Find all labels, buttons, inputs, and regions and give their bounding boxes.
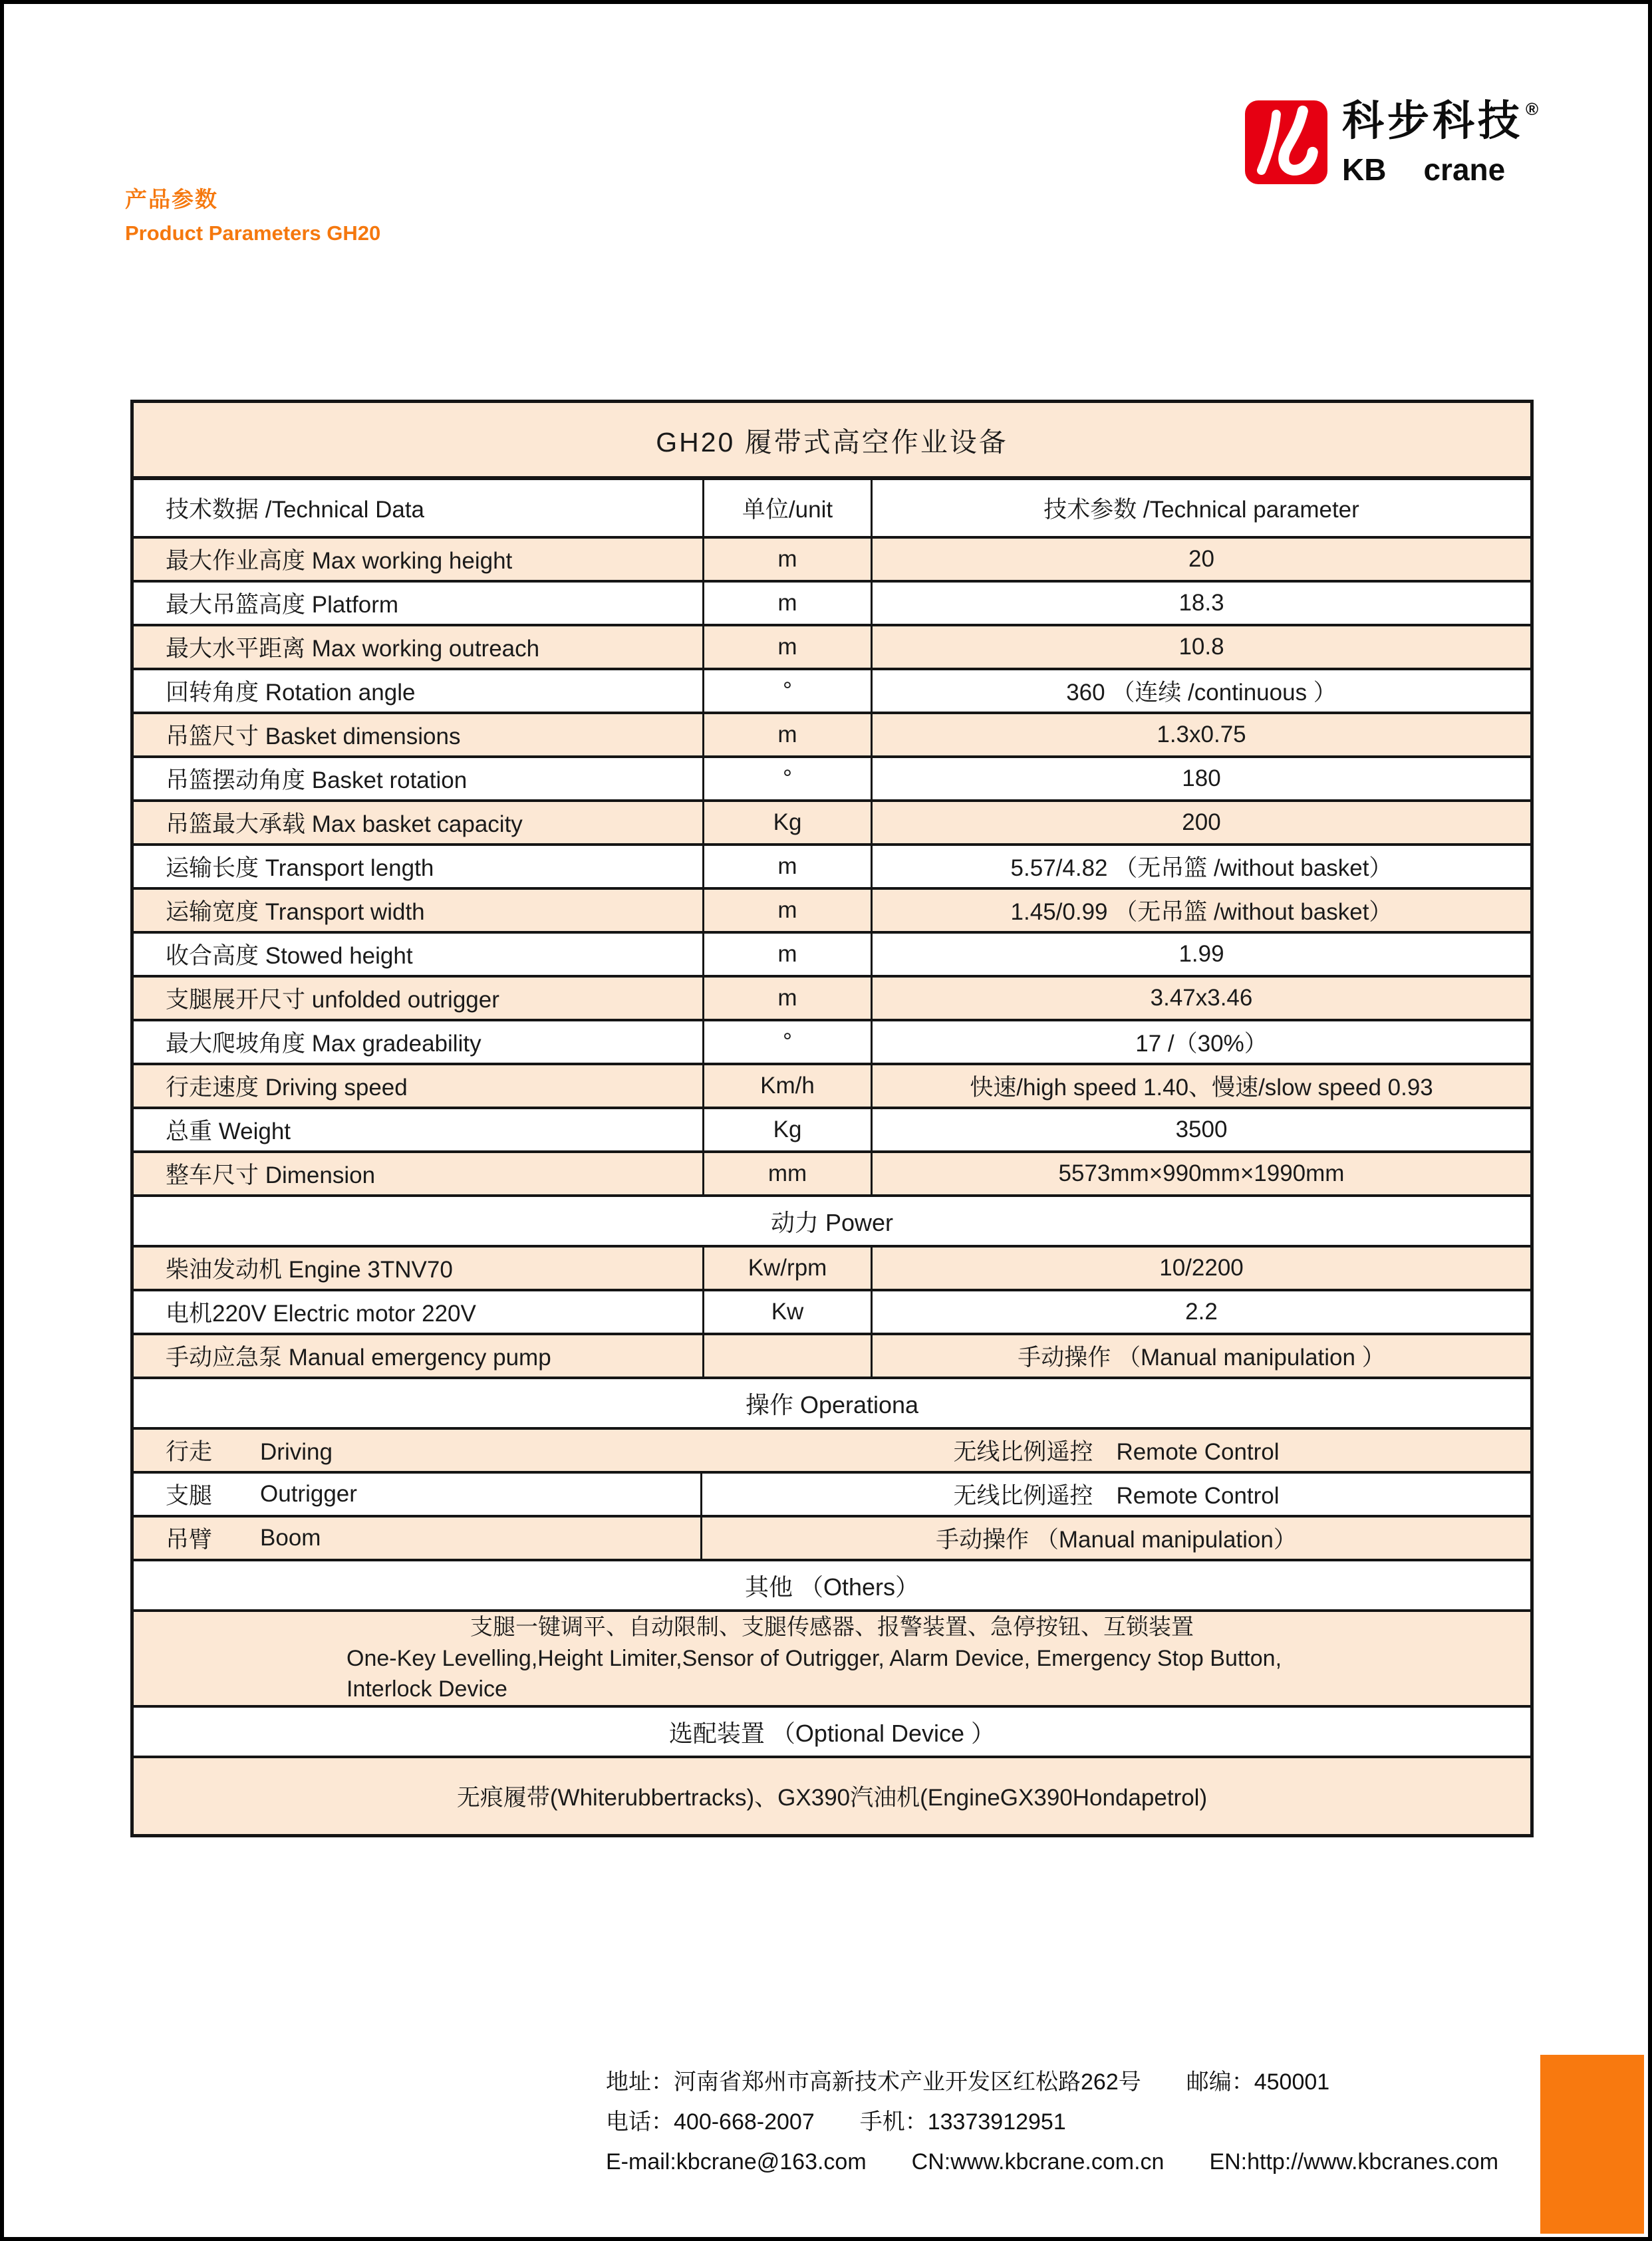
table-header-row xyxy=(134,480,1530,539)
table-row xyxy=(134,714,1530,758)
spec-value-cell: 20 xyxy=(1188,546,1214,572)
registered-mark-icon: ® xyxy=(1526,99,1542,119)
table-row xyxy=(134,1021,1530,1065)
section-title-text: 其他 （Others） xyxy=(744,1573,920,1601)
spec-unit-cell xyxy=(702,1335,873,1377)
spec-label-cell: 回转角度 Rotation angle xyxy=(166,680,416,706)
spec-value-cell: 180 xyxy=(1182,765,1221,791)
spec-value-cell: 10/2200 xyxy=(1159,1255,1244,1281)
spec-value-cell: 17 /（30%） xyxy=(1135,1031,1268,1057)
spec-unit-cell: Kg xyxy=(702,802,873,843)
spec-unit-cell: ° xyxy=(702,758,873,799)
table-block-row xyxy=(134,1758,1530,1834)
spec-unit-cell: m xyxy=(702,890,873,931)
spec-value-cell: 5573mm×990mm×1990mm xyxy=(1058,1160,1345,1186)
spec-unit-cell: m xyxy=(702,934,873,975)
spec-label-cn: 支腿 xyxy=(166,1483,213,1509)
spec-value-cell: 快速/high speed 1.40、慢速/slow speed 0.93 xyxy=(970,1075,1433,1101)
spec-label-cell: 电机220V Electric motor 220V xyxy=(166,1301,476,1327)
spec-value-cell: 3.47x3.46 xyxy=(1150,985,1253,1011)
table-row xyxy=(134,670,1530,714)
table-row xyxy=(134,1517,1530,1561)
spec-label-cell: 最大水平距离 Max working outreach xyxy=(166,636,540,662)
table-row xyxy=(134,583,1530,626)
table-row xyxy=(134,1248,1530,1291)
table-section-row xyxy=(134,1379,1530,1430)
page-heading xyxy=(125,182,380,245)
kb-crane-logo xyxy=(1245,100,1542,188)
spec-unit-cell: m xyxy=(702,846,873,887)
spec-label-en: Outrigger xyxy=(260,1481,357,1507)
spec-unit-cell: Kw/rpm xyxy=(702,1248,873,1289)
spec-label-cell: 整车尺寸 Dimension xyxy=(166,1162,376,1188)
logo-name-cn xyxy=(1342,100,1542,142)
table-row xyxy=(134,1430,1530,1474)
logo-name-en-kb: KB xyxy=(1342,152,1387,187)
spec-value-cell: 5.57/4.82 （无吊篮 /without basket） xyxy=(1010,855,1393,881)
table-row xyxy=(134,890,1530,934)
logo-name-cn-text: 科步科技 xyxy=(1342,98,1523,144)
spec-table xyxy=(130,400,1534,1837)
kb-logo-glyph-icon xyxy=(1245,100,1327,184)
table-title-text: GH20 履带式高空作业设备 xyxy=(656,426,1008,458)
spec-label-cell: 吊篮尺寸 Basket dimensions xyxy=(166,724,461,749)
spec-label-cell: 总重 Weight xyxy=(166,1119,291,1144)
section-title-text: 选配装置 （Optional Device ） xyxy=(668,1719,996,1747)
spec-label-en: Driving xyxy=(260,1439,333,1465)
page-heading-en: Product Parameters GH20 xyxy=(125,221,381,245)
footer-phone: 电话：400-668-2007 手机：13373912951 xyxy=(606,2109,1066,2135)
spec-unit-cell: m xyxy=(702,539,873,580)
spec-label-cn: 行走 xyxy=(166,1439,213,1465)
spec-value-cell: 无线比例遥控 Remote Control xyxy=(953,1483,1280,1509)
spec-label-cell: 吊篮最大承载 Max basket capacity xyxy=(166,811,523,837)
spec-unit-cell: m xyxy=(702,978,873,1019)
table-section-row xyxy=(134,1197,1530,1248)
features-en: One-Key Levelling,Height Limiter,Sensor of Outrigger, Alarm Device, Emergency Stop Button, Interlock Device xyxy=(346,1645,1282,1702)
spec-label-cell xyxy=(134,1517,702,1559)
spec-value-cell: 200 xyxy=(1182,809,1221,835)
table-section-row xyxy=(134,1708,1530,1758)
table-row xyxy=(134,802,1530,846)
table-block-row xyxy=(134,1612,1530,1708)
spec-unit-cell: mm xyxy=(702,1153,873,1194)
spec-label-cell xyxy=(134,1474,702,1515)
spec-unit-cell: Kg xyxy=(702,1109,873,1150)
kb-logo-mark-icon xyxy=(1245,100,1327,184)
table-row xyxy=(134,758,1530,802)
section-title-text: 操作 Operationa xyxy=(745,1390,919,1418)
logo-name-en xyxy=(1342,152,1542,188)
spec-value-cell: 1.3x0.75 xyxy=(1157,722,1246,747)
spec-label-cell: 运输宽度 Transport width xyxy=(166,899,425,925)
footer-address: 地址：河南省郑州市高新技术产业开发区红松路262号 邮编：450001 xyxy=(606,2069,1330,2095)
optional-devices-text: 无痕履带(Whiterubbertracks)、GX390汽油机(EngineGX390Hondapetrol) xyxy=(456,1785,1208,1811)
spec-unit-cell: m xyxy=(702,583,873,624)
table-row xyxy=(134,1291,1530,1335)
spec-unit-cell: ° xyxy=(702,670,873,712)
table-section-row xyxy=(134,1561,1530,1612)
spec-label-cell: 支腿展开尺寸 unfolded outrigger xyxy=(166,987,499,1013)
spec-unit-cell: ° xyxy=(702,1021,873,1063)
table-row xyxy=(134,539,1530,583)
features-cn: 支腿一键调平、自动限制、支腿传感器、报警装置、急停按钮、互锁装置 xyxy=(470,1614,1194,1640)
spec-label-cell: 行走速度 Driving speed xyxy=(166,1075,408,1101)
footer-web: E-mail:kbcrane@163.com CN:www.kbcrane.com.cn EN:http://www.kbcranes.com xyxy=(606,2149,1499,2175)
spec-value-cell: 18.3 xyxy=(1178,590,1224,616)
page-heading-cn: 产品参数 xyxy=(125,187,218,211)
table-row xyxy=(134,978,1530,1021)
spec-label-cell: 柴油发动机 Engine 3TNV70 xyxy=(166,1257,453,1283)
spec-label-cn: 吊臂 xyxy=(166,1527,213,1553)
spec-unit-cell: m xyxy=(702,626,873,668)
footer-contact xyxy=(606,2062,1498,2182)
header-unit-cell: 单位/unit xyxy=(702,480,873,536)
spec-unit-cell: Kw xyxy=(702,1291,873,1333)
spec-value-cell: 360 （连续 /continuous ） xyxy=(1066,680,1337,706)
spec-label-cell: 最大吊篮高度 Platform xyxy=(166,592,399,618)
logo-text xyxy=(1342,100,1542,188)
corner-orange-block xyxy=(1540,2055,1644,2234)
spec-label-en: Boom xyxy=(260,1525,321,1551)
table-title-row xyxy=(134,403,1530,480)
spec-unit-cell: m xyxy=(702,714,873,755)
spec-value-cell: 1.45/0.99 （无吊篮 /without basket） xyxy=(1010,899,1393,925)
table-row xyxy=(134,1335,1530,1379)
table-row xyxy=(134,1153,1530,1197)
spec-value-cell: 10.8 xyxy=(1178,634,1224,660)
spec-unit-cell: Km/h xyxy=(702,1065,873,1107)
spec-value-cell: 手动操作 （Manual manipulation ） xyxy=(1018,1345,1385,1371)
spec-label-cell: 吊篮摆动角度 Basket rotation xyxy=(166,767,468,793)
table-row xyxy=(134,846,1530,890)
spec-value-cell: 无线比例遥控 Remote Control xyxy=(953,1439,1280,1465)
spec-value-cell: 2.2 xyxy=(1185,1299,1218,1325)
header-label-cell: 技术数据 /Technical Data xyxy=(166,497,425,523)
logo-name-en-crane: crane xyxy=(1423,152,1506,187)
spec-label-cell: 最大作业高度 Max working height xyxy=(166,548,513,574)
spec-label-cell: 手动应急泵 Manual emergency pump xyxy=(166,1345,551,1371)
spec-value-cell: 3500 xyxy=(1175,1117,1228,1142)
table-row xyxy=(134,1065,1530,1109)
spec-label-cell xyxy=(134,1434,702,1467)
spec-value-cell: 手动操作 （Manual manipulation） xyxy=(936,1527,1297,1553)
spec-label-cell: 最大爬坡角度 Max gradeability xyxy=(166,1031,482,1057)
table-row xyxy=(134,934,1530,978)
header-value-cell: 技术参数 /Technical parameter xyxy=(1043,497,1359,523)
spec-label-cell: 运输长度 Transport length xyxy=(166,855,434,881)
table-row xyxy=(134,1474,1530,1517)
features-block xyxy=(346,1612,1317,1706)
spec-label-cell: 收合高度 Stowed height xyxy=(166,943,413,969)
table-row xyxy=(134,1109,1530,1153)
spec-value-cell: 1.99 xyxy=(1178,941,1224,967)
table-row xyxy=(134,626,1530,670)
section-title-text: 动力 Power xyxy=(770,1208,894,1236)
